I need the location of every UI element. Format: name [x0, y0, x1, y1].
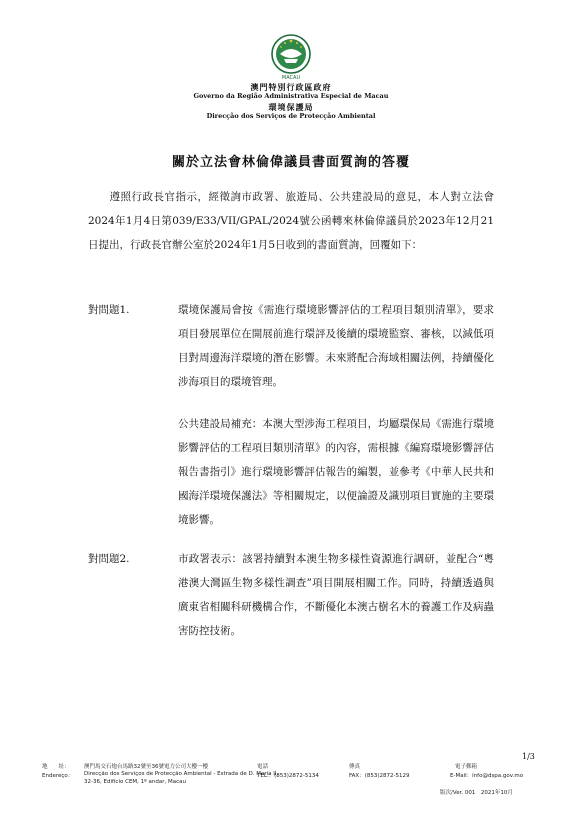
footer-version: 版次/Ver. 001 2021年10月 [440, 790, 513, 796]
question-1-supplement-paragraph: 公共建設局補充：本澳大型涉海工程項目，均屬環保局《需進行環境影響評估的工程項目類別清單》的內容，需根據《編寫環境影響評估報告書指引》進行環境影響評估報告的編製，並參考《中華人民共和國海洋環境保護法》等相關規定，以便論證及識別項目實施的主要環境影響。 [178, 418, 494, 526]
macau-emblem-icon [266, 32, 316, 82]
government-name-pt: Governo da Região Administrativa Especial de Macau [193, 92, 389, 100]
intro-paragraph [88, 185, 494, 257]
footer-tel-label-zh: 電話 [257, 764, 269, 770]
question-2-answer-paragraph: 市政署表示：該署持續對本澳生物多樣性資源進行調研，並配合“粵港澳大灣區生物多樣性調查”項目開展相關工作。同時，持續透過與廣東省相關科研機構合作，不斷優化本澳古樹名木的養護工作及病蟲害防控技術。 [178, 553, 494, 637]
department-name-zh: 環境保護局 [268, 102, 314, 112]
page-number: 1/3 [522, 752, 535, 761]
department-name-pt: Direcção dos Serviços de Protecção Ambiental [206, 112, 376, 120]
question-1-answer-paragraph: 環境保護局會按《需進行環境影響評估的工程項目類別清單》，要求項目發展單位在開展前進行環評及後續的環境監察、審核，以減低項目對周邊海洋環境的潛在影響。未來將配合海域相關法例，持續優化涉海項目的環境管理。 [178, 304, 494, 388]
footer-address-pt-line1: Direcção dos Serviços de Protecção Ambiental - Estrada de D. Maria II, [84, 771, 279, 777]
footer-fax: FAX：(853)2872-5129 [349, 773, 410, 779]
emblem-text: MACAU [281, 75, 301, 81]
document-title: 關於立法會林倫偉議員書面質詢的答覆 [171, 155, 410, 170]
intro-text: 遵照行政長官指示，經徵詢市政署、旅遊局、公共建設局的意見，本人對立法會2024年1月4日第039/E33/VII/GPAL/2024號公函轉來林倫偉議員於2023年12月21日提出，行政長官辦公室於2024年1月5日收到的書面質詢，回覆如下： [88, 191, 494, 251]
footer-address-label-pt: Endereço： [42, 773, 74, 779]
footer-address-pt-line2: 32-36, Edifício CEM, 1º andar, Macau [84, 779, 186, 785]
footer-fax-label-zh: 傳真 [349, 764, 361, 770]
footer-tel: TEL.：(853)2872-5134 [257, 773, 319, 779]
footer-address-label-zh: 地 址： [42, 764, 70, 770]
question-2-label: 對問題2. [88, 553, 130, 565]
government-name-zh: 澳門特別行政區政府 [250, 82, 332, 92]
footer-address-zh: 澳門馬交石炮台馬路32號至36號電力公司大樓一樓 [84, 764, 208, 770]
question-1-label: 對問題1. [88, 304, 130, 316]
footer-email-label-zh: 電子郵箱 [455, 764, 478, 770]
footer-email: E-Mail：info@dspa.gov.mo [450, 773, 524, 779]
